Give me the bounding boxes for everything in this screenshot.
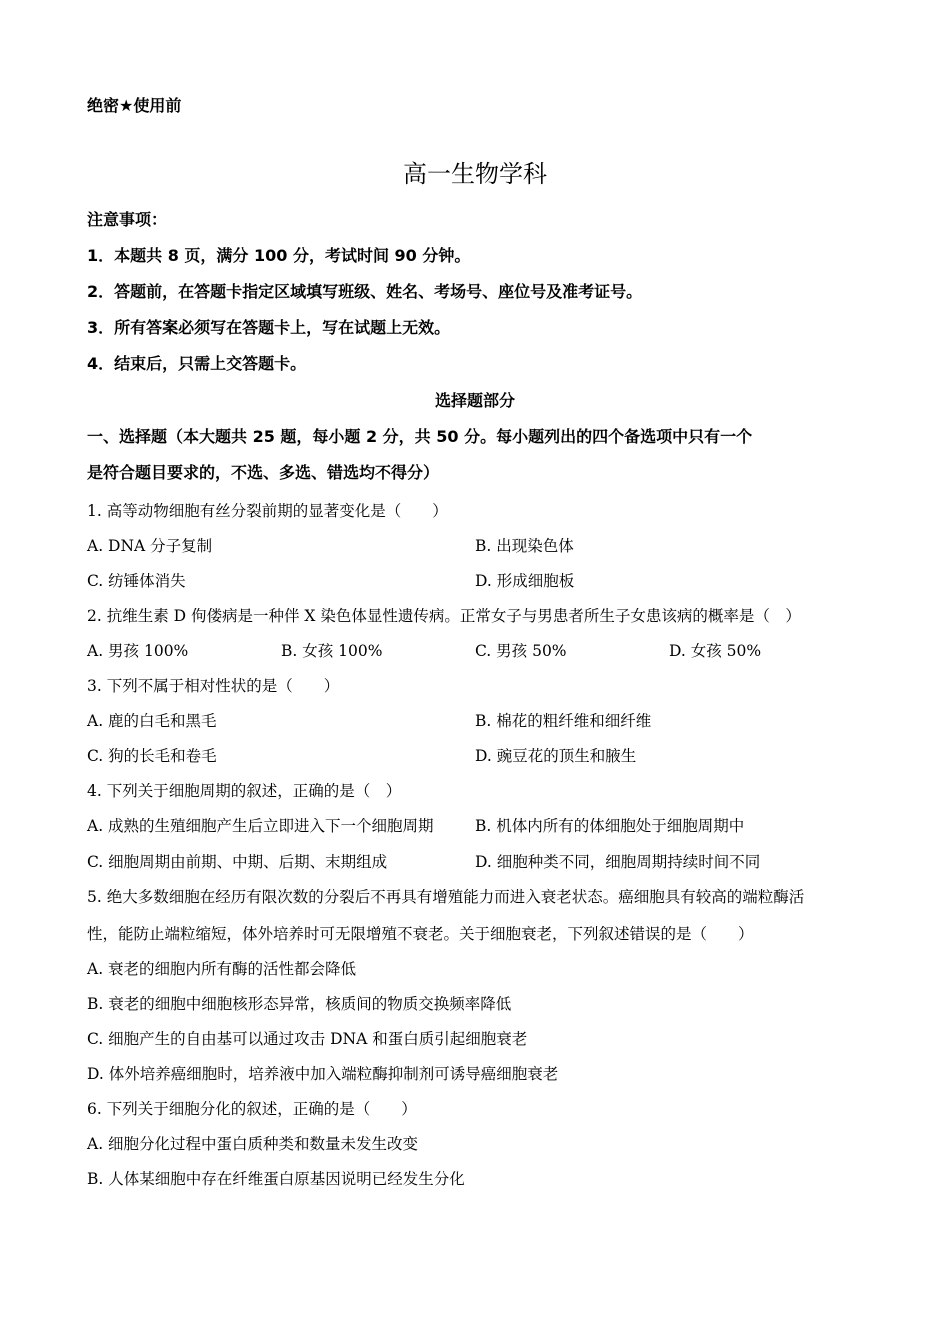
question-stem: 3. 下列不属于相对性状的是（ ） — [87, 677, 340, 695]
option-b: B. 衰老的细胞中细胞核形态异常，核质间的物质交换频率降低 — [87, 995, 512, 1013]
page-title: 高一生物学科 — [403, 160, 547, 188]
option-b: B. 女孩 100% — [281, 642, 383, 660]
option-d: D. 体外培养癌细胞时，培养液中加入端粒酶抑制剂可诱导癌细胞衰老 — [87, 1065, 559, 1083]
option-c: C. 细胞产生的自由基可以通过攻击 DNA 和蛋白质引起细胞衰老 — [87, 1030, 528, 1048]
question-stem: 2. 抗维生素 D 佝偻病是一种伴 X 染色体显性遗传病。正常女子与男患者所生子女患该病的概率是（ ） — [87, 607, 801, 625]
notice-item: 4．结束后，只需上交答题卡。 — [87, 354, 307, 373]
question-stem: 5. 绝大多数细胞在经历有限次数的分裂后不再具有增殖能力而进入衰老状态。癌细胞具有较高的端粒酶活 — [87, 888, 805, 906]
question-stem: 4. 下列关于细胞周期的叙述，正确的是（ ） — [87, 782, 402, 800]
option-a: A. 鹿的白毛和黑毛 — [87, 712, 217, 730]
option-a: A. 男孩 100% — [87, 642, 189, 660]
option-b: B. 出现染色体 — [475, 537, 574, 555]
option-b: B. 棉花的粗纤维和细纤维 — [475, 712, 652, 730]
confidential-mark: 绝密★使用前 — [87, 96, 182, 115]
option-c: C. 狗的长毛和卷毛 — [87, 747, 217, 765]
section-instructions: 是符合题目要求的，不选、多选、错选均不得分） — [87, 463, 440, 482]
section-instructions: 一、选择题（本大题共 25 题，每小题 2 分，共 50 分。每小题列出的四个备选项中只有一个 — [87, 427, 753, 446]
notice-item: 1．本题共 8 页，满分 100 分，考试时间 90 分钟。 — [87, 246, 471, 265]
option-a: A. DNA 分子复制 — [87, 537, 213, 555]
option-c: C. 纺锤体消失 — [87, 572, 186, 590]
question-stem: 性，能防止端粒缩短，体外培养时可无限增殖不衰老。关于细胞衰老，下列叙述错误的是（ ） — [87, 925, 754, 943]
option-c: C. 男孩 50% — [475, 642, 567, 660]
option-d: D. 细胞种类不同，细胞周期持续时间不同 — [475, 853, 761, 871]
option-a: A. 细胞分化过程中蛋白质种类和数量未发生改变 — [87, 1135, 419, 1153]
notice-item: 2．答题前，在答题卡指定区域填写班级、姓名、考场号、座位号及准考证号。 — [87, 282, 643, 301]
option-d: D. 形成细胞板 — [475, 572, 575, 590]
option-d: D. 女孩 50% — [669, 642, 762, 660]
section-title: 选择题部分 — [434, 391, 515, 410]
question-stem: 6. 下列关于细胞分化的叙述，正确的是（ ） — [87, 1100, 417, 1118]
option-c: C. 细胞周期由前期、中期、后期、末期组成 — [87, 853, 388, 871]
option-b: B. 人体某细胞中存在纤维蛋白原基因说明已经发生分化 — [87, 1170, 465, 1188]
notice-item: 3．所有答案必须写在答题卡上，写在试题上无效。 — [87, 318, 451, 337]
option-d: D. 豌豆花的顶生和腋生 — [475, 747, 637, 765]
notice-heading: 注意事项： — [87, 210, 168, 229]
option-a: A. 成熟的生殖细胞产生后立即进入下一个细胞周期 — [87, 817, 434, 835]
question-stem: 1. 高等动物细胞有丝分裂前期的显著变化是（ ） — [87, 502, 448, 520]
option-b: B. 机体内所有的体细胞处于细胞周期中 — [475, 817, 745, 835]
option-a: A. 衰老的细胞内所有酶的活性都会降低 — [87, 960, 357, 978]
